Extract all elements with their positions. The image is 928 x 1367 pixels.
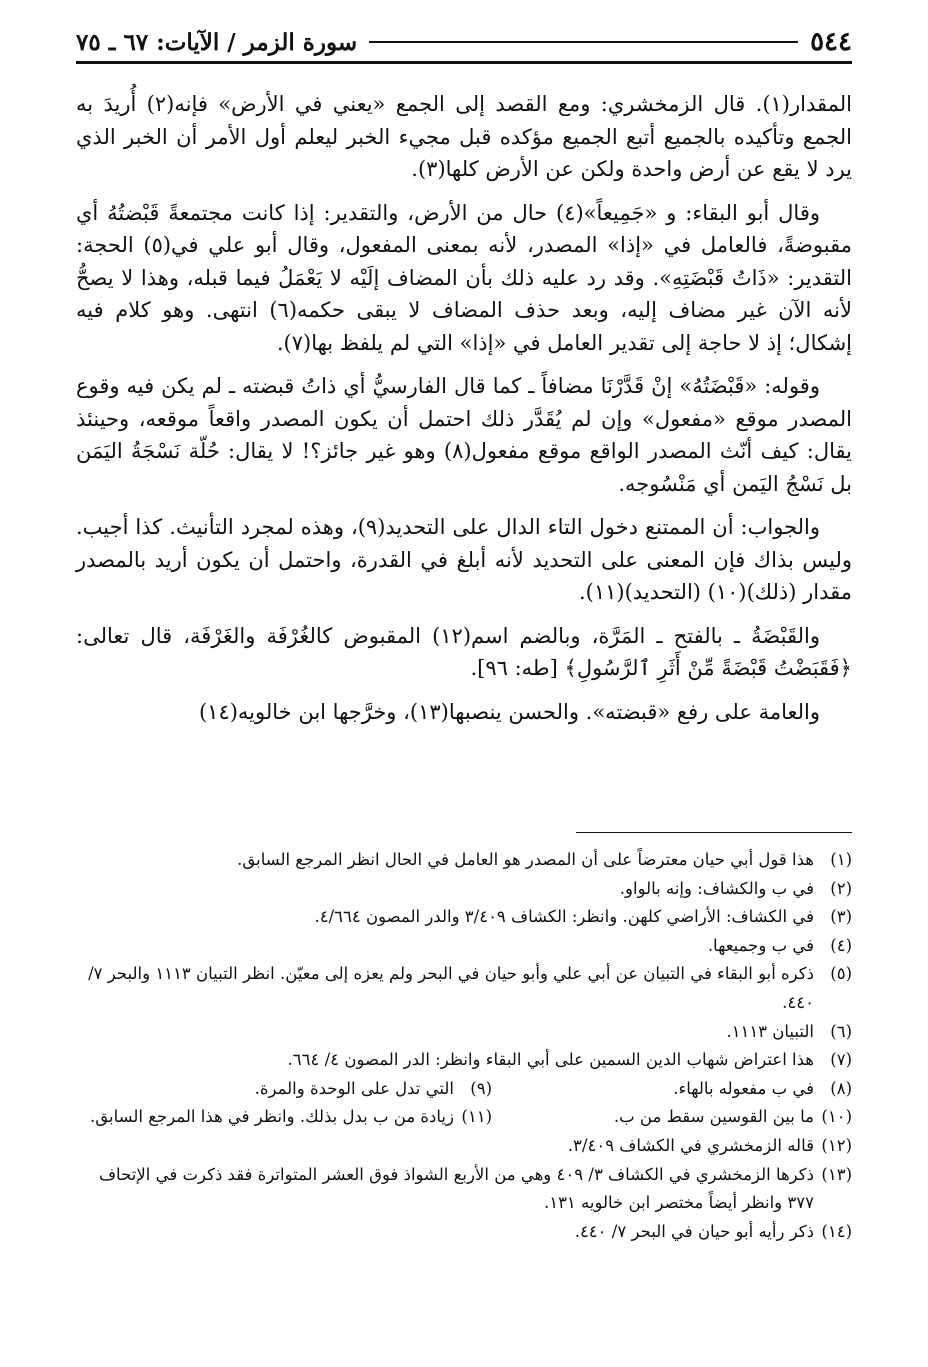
footnote-number: (٧) [830, 1050, 852, 1070]
footnote [76, 875, 852, 904]
footnote-number: (١٤) [821, 1221, 852, 1241]
footnote [492, 1103, 852, 1132]
footnote-separator [576, 832, 852, 833]
footnotes [76, 846, 852, 1246]
header-rule [369, 41, 798, 43]
footnote-number: (٤) [830, 935, 852, 955]
page-number: ٥٤٤ [810, 27, 852, 57]
footnote-number: (٣) [830, 907, 852, 927]
footnote-text: في ب والكشاف: وإنه بالواو. [619, 878, 814, 898]
page-header [76, 26, 852, 58]
footnote-text: في الكشاف: الأراضي كلهن. وانظر: الكشاف ٣/٤٠٩ والدر المصون ٤/٦٦٤. [314, 907, 814, 927]
footnote-text: هذا قول أبي حيان معترضاً على أن المصدر هو العامل في الحال انظر المرجع السابق. [237, 850, 814, 869]
footnote-number: (٢) [830, 878, 852, 898]
footnote [492, 1075, 852, 1104]
footnote-number: (١) [830, 850, 852, 869]
footnote-text: ذكر رأيه أبو حيان في البحر ٧/ ٤٤٠. [574, 1221, 814, 1241]
footnote-text: ذكرها الزمخشري في الكشاف ٣/ ٤٠٩ وهي من الأربع الشواذ فوق العشر المتواترة فقد ذكرت في الإتحاف ٣٧٧ وانظر أيضاً مختصر ابن خالويه ١٣١. [98, 1164, 814, 1213]
footnote-number: (١١) [461, 1107, 492, 1127]
footnote-text: زيادة من ب بدل بذلك. وانظر في هذا المرجع السابق. [90, 1107, 454, 1127]
footnote-text: في ب مفعوله بالهاء. [673, 1078, 814, 1098]
footnote-number: (٨) [830, 1078, 852, 1098]
running-title: سورة الزمر / الآيات: ٦٧ ـ ٧٥ [76, 28, 358, 56]
footnote-text: في ب وجميعها. [707, 935, 814, 955]
header-divider [76, 61, 852, 64]
footnote [76, 1075, 492, 1104]
footnote [76, 960, 852, 1017]
footnote [76, 846, 852, 875]
footnote-text: التبيان ١١١٣. [726, 1021, 814, 1041]
paragraph: المقدار(١). قال الزمخشري: ومع القصد إلى الجمع «يعني في الأرض» فإنه(٢) أُريدَ به الجمع وتأكيده بالجميع أتبع الجميع مؤكده قبل مجيء الخبر ليعلم أول الأمر أن الخبر الذي يرد لا يقع عن أرض واحدة ولكن عن الأرض كلها(٣). [76, 92, 852, 181]
footnote-number: (٦) [830, 1021, 852, 1041]
footnote-number: (١٢) [821, 1135, 852, 1155]
paragraph: والعامة على رفع «قبضته». والحسن ينصبها(١٣)، وخرَّجها ابن خالويه(١٤) [198, 699, 820, 724]
footnote [76, 1046, 852, 1075]
footnote-text: ما بين القوسين سقط من ب. [613, 1107, 814, 1127]
footnote [76, 1218, 852, 1247]
paragraph: والقَبْضَةُ ـ بالفتح ـ المَرَّة، وبالضم اسم(١٢) المقبوض كالغُرْفَة والغَرْفَة، قال تعالى: ﴿فَقَبَضْتُ قَبْضَةً مِّنْ أَثَرِ ٱلرَّسُولِ﴾ [طه: ٩٦]. [76, 623, 852, 680]
footnote-text: التي تدل على الوحدة والمرة. [254, 1078, 454, 1098]
paragraph: والجواب: أن الممتنع دخول التاء الدال على التحديد(٩)، وهذه لمجرد التأنيث. كذا أجيب. وليس بذاك فإن المعنى على التحديد لأنه أبلغ في القدرة، واحتمل أن يكون أريد بالمصدر مقدار (ذلك)(١٠) (التحديد)(١١). [76, 515, 852, 604]
footnote-number: (٩) [470, 1078, 492, 1098]
paragraph: وقال أبو البقاء: و «جَمِيعاً»(٤) حال من الأرض، والتقدير: إذا كانت مجتمعةً قَبْضتُهُ أي مقبوضةً، فالعامل في «إذا» المصدر، لأنه بمعنى المفعول، وقال أبو علي في(٥) الحجة: التقدير: «ذَاتُ قَبْضَتِهِ». وقد رد عليه ذلك بأن المضاف إلَيْه لا يَعْمَلُ فيما قبله، وهذا لا يصحُّ لأنه الآن غير مضاف إليه، وبعد حذف المضاف لا يبقى حكمه(٦) انتهى. وهو كلام فيه إشكال؛ إذ لا حاجة إلى تقدير العامل في «إذا» التي لم يلفظ بها(٧). [76, 200, 853, 355]
footnote [76, 1103, 492, 1132]
paragraph: وقوله: «قَبْضَتُهُ» إنْ قَدَّرْنَا مضافاً ـ كما قال الفارسيُّ أي ذاتُ قبضته ـ لم يكن فيه وقوع المصدر موقع «مفعول» وإن لم يُقَدَّر ذلك احتمل أن يكون المصدر واقعاً موقعه، وحينئذ يقال: كيف أنّث المصدر الواقع موقع مفعول(٨) وهو غير جائز؟! لا يقال: حُلّة نَسْجَةُ اليَمَن بل نَسْجُ اليَمن أي مَنْسُوجه. [76, 374, 852, 496]
footnote-text: هذا اعتراض شهاب الدين السمين على أبي البقاء وانظر: الدر المصون ٤/ ٦٦٤. [287, 1050, 814, 1070]
footnote [76, 1132, 852, 1161]
footnote-pair [76, 1103, 852, 1132]
footnote [76, 932, 852, 961]
footnote [76, 1161, 852, 1218]
footnote-text: ذكره أبو البقاء في التبيان عن أبي علي وأبو حيان في البحر ولم يعزه إلى معيّن. انظر التبيان ١١١٣ والبحر ٧/ ٤٤٠. [88, 964, 814, 1012]
footnote [76, 903, 852, 932]
footnote-text: قاله الزمخشري في الكشاف ٣/٤٠٩. [567, 1135, 814, 1155]
footnote-pair [76, 1075, 852, 1104]
footnote-number: (٥) [830, 964, 852, 984]
footnote [76, 1018, 852, 1047]
footnote-number: (١٣) [821, 1164, 852, 1184]
footnote-number: (١٠) [821, 1107, 852, 1127]
main-text [76, 88, 852, 739]
